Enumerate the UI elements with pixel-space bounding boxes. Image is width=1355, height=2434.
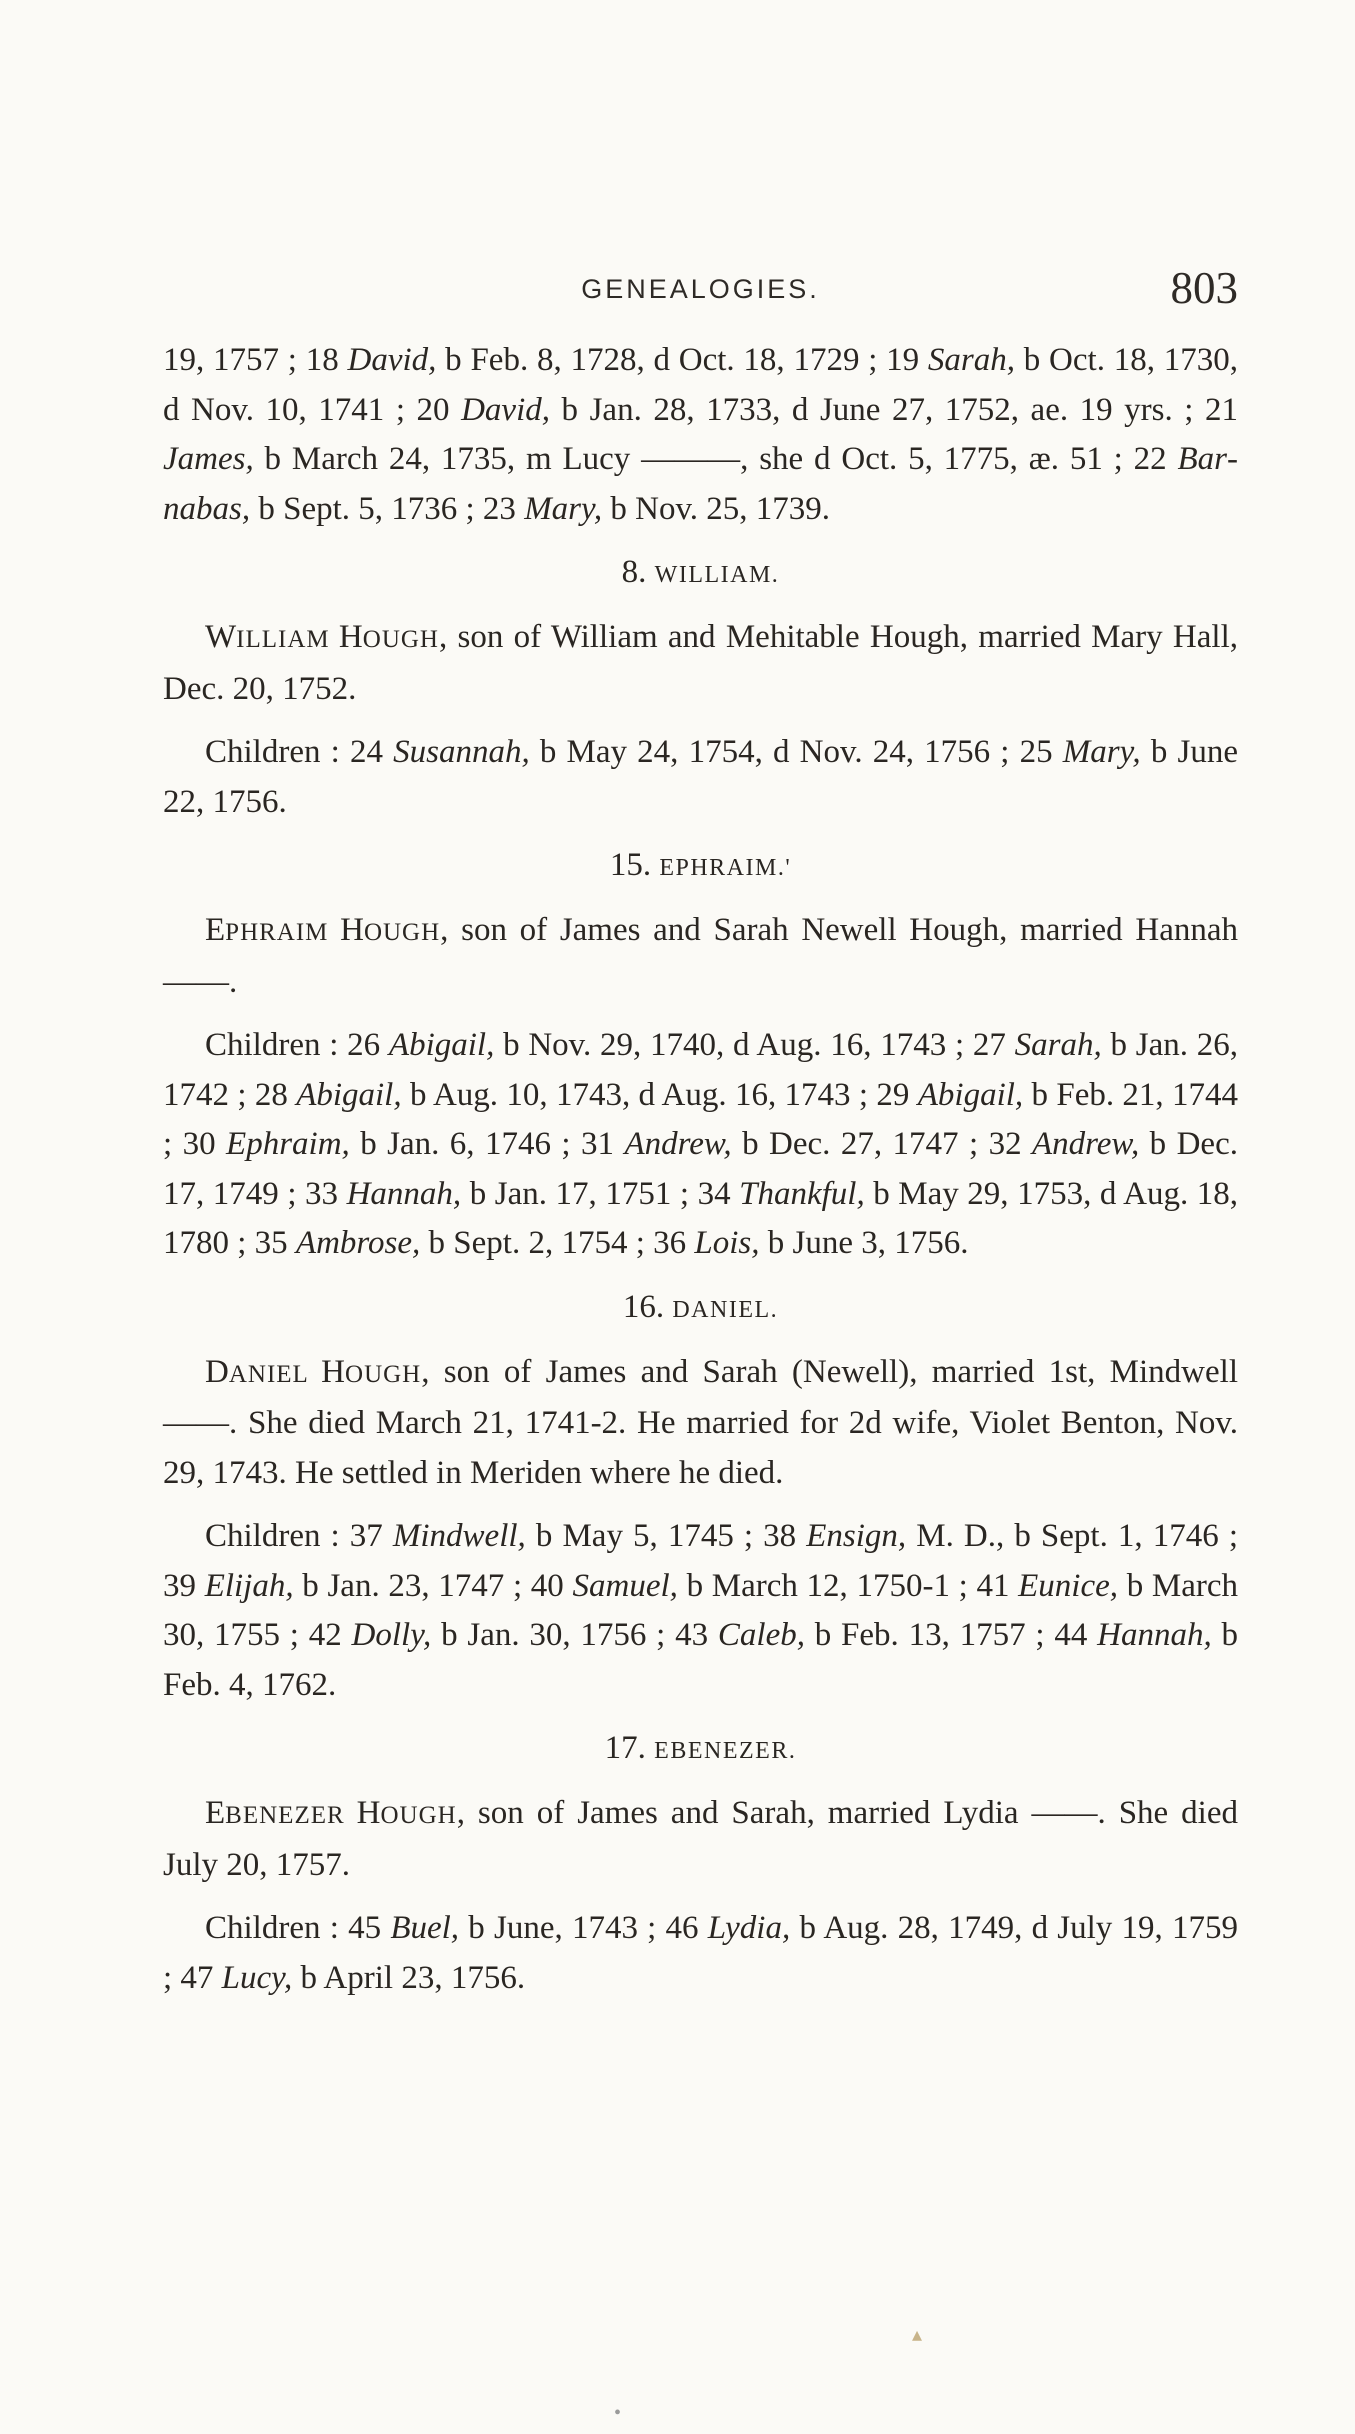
small-caps-initial: H (356, 1795, 381, 1831)
text-run: b Nov. 25, 1739. (602, 490, 831, 527)
person-name: Thankful, (739, 1175, 865, 1212)
text-run: b Aug. 10, 1743, d Aug. 16, 1743 ; 29 (401, 1076, 918, 1113)
text-run: b Jan. 23, 1747 ; 40 (293, 1567, 573, 1604)
small-caps-initial: H (340, 912, 364, 948)
person-name: Eunice, (1018, 1567, 1119, 1604)
person-name: Dolly, (351, 1617, 432, 1653)
text-run: Children : 24 (205, 734, 394, 770)
small-caps-initial: E (205, 1795, 226, 1831)
person-name: Samuel, (572, 1567, 678, 1604)
person-name: Susannah, (393, 734, 530, 770)
text-run: b April 23, 1756. (292, 1959, 526, 1996)
person-name: Lydia, (707, 1910, 791, 1946)
person-name: Sarah, (1014, 1027, 1102, 1063)
body-paragraph (163, 1021, 1238, 1269)
small-caps-text: OUGH (380, 1802, 457, 1829)
small-caps-text: OUGH (345, 1360, 422, 1388)
text-run: b Dec. 17, 1749 ; 33 (163, 1126, 1238, 1212)
person-name: Barnabas, (163, 441, 1238, 527)
section-name: DANIEL. (672, 1296, 779, 1323)
person-name: Abigail, (917, 1076, 1024, 1113)
text-run: b Dec. 27, 1747 ; 32 (731, 1126, 1032, 1162)
text-run: b March 24, 1735, m Lucy ———, she d Oct. 5, 1775, æ. 51 ; 22 (253, 441, 1178, 477)
text-run: b May 29, 1753, d Aug. 18, 1780 ; 35 (163, 1175, 1238, 1261)
body-paragraph (163, 336, 1238, 534)
text-run: b Jan. 30, 1756 ; 43 (431, 1617, 718, 1653)
person-name: Andrew, (1032, 1126, 1140, 1162)
body-paragraph (163, 728, 1238, 827)
small-caps-initial: H (321, 1353, 346, 1390)
text-run: b Sept. 5, 1736 ; 23 (250, 490, 525, 527)
book-page (163, 262, 1238, 2017)
person-name: Lois, (694, 1225, 760, 1261)
person-name: Caleb, (717, 1617, 805, 1653)
text-run: b Oct. 18, 1730, d Nov. 10, 1741 ; 20 (163, 342, 1238, 428)
section-name: WILLIAM. (654, 562, 780, 588)
small-caps-initial: E (205, 912, 226, 948)
page-number: 803 (1170, 263, 1238, 313)
running-head (163, 262, 1238, 332)
small-caps-initial: H (338, 619, 363, 655)
person-name: Mary, (524, 490, 603, 527)
section-number: 8. (621, 554, 647, 590)
body-paragraph (163, 1348, 1238, 1499)
text-run: Children : 37 (205, 1518, 393, 1554)
text-run: b Aug. 28, 1749, d July 19, 1759 ; 47 (163, 1910, 1238, 1996)
person-name: Elijah, (204, 1567, 294, 1604)
text-run: b March 12, 1750-1 ; 41 (677, 1567, 1019, 1604)
person-name: Abigail, (296, 1076, 402, 1113)
text-run: b June 3, 1756. (759, 1225, 969, 1261)
body-paragraph (163, 613, 1238, 714)
body-paragraph (163, 1512, 1238, 1710)
text-run: b Jan. 17, 1751 ; 34 (461, 1175, 740, 1212)
text-run: b March 30, 1755 ; 42 (163, 1567, 1238, 1653)
person-name: David, (461, 391, 550, 428)
text-run: Children : 45 (205, 1910, 391, 1946)
person-name: Mary, (1062, 734, 1141, 770)
text-run: , son of James and Sarah (Newell), married 1st, Mindwell ——. She died March 21, 1741-2. He married for 2d wife, Violet Benton, Nov. 29, 1743. He settled in Meriden where he died. (163, 1353, 1238, 1491)
section-name: EBENEZER. (654, 1738, 797, 1764)
body-paragraph (163, 1904, 1238, 2003)
text-run: b June, 1743 ; 46 (459, 1910, 708, 1946)
section-number: 17. (604, 1730, 646, 1766)
text-run: b Nov. 29, 1740, d Aug. 16, 1743 ; 27 (494, 1027, 1015, 1063)
person-name: Abigail, (388, 1027, 495, 1063)
person-name: David, (347, 342, 437, 378)
small-caps-text: OUGH (363, 919, 441, 946)
section-heading (163, 1724, 1238, 1775)
text-run: b Jan. 6, 1746 ; 31 (349, 1126, 625, 1162)
page-body (163, 336, 1238, 2003)
section-name: EPHRAIM.' (659, 855, 792, 881)
text-run: M. D., b Sept. 1, 1746 ; 39 (163, 1518, 1238, 1604)
text-run: , son of James and Sarah, married Lydia ——. She died July 20, 1757. (163, 1795, 1238, 1883)
small-caps-text: ILLIAM (236, 626, 339, 653)
person-name: Ephraim, (226, 1126, 350, 1162)
person-name: Andrew, (624, 1126, 732, 1162)
person-name: Lucy, (221, 1959, 293, 1996)
text-run: b Feb. 21, 1744 ; 30 (163, 1076, 1239, 1162)
person-name: Sarah, (927, 342, 1016, 378)
section-heading (163, 1283, 1238, 1334)
text-run: , son of James and Sarah Newell Hough, married Hannah ——. (163, 912, 1238, 1000)
text-run: b Jan. 26, 1742 ; 28 (163, 1027, 1238, 1113)
text-run: Children : 26 (205, 1027, 389, 1063)
person-name: Buel, (390, 1910, 460, 1946)
body-paragraph (163, 906, 1238, 1007)
running-title: GENEALOGIES. (581, 274, 820, 304)
section-number: 15. (609, 847, 652, 883)
small-caps-text: OUGH (362, 626, 439, 653)
text-run: b Feb. 4, 1762. (163, 1617, 1239, 1703)
text-run: , son of William and Mehitable Hough, married Mary Hall, Dec. 20, 1752. (163, 619, 1238, 707)
text-run: b May 5, 1745 ; 38 (525, 1518, 807, 1554)
person-name: Hannah, (346, 1175, 462, 1212)
section-heading (163, 548, 1238, 599)
section-heading (163, 841, 1238, 892)
small-caps-text: PHRAIM (225, 919, 341, 946)
person-name: Hannah, (1097, 1617, 1212, 1653)
person-name: Ensign, (806, 1518, 907, 1554)
person-name: James, (163, 441, 254, 477)
text-run: b Feb. 13, 1757 ; 44 (805, 1617, 1098, 1653)
text-run: b Sept. 2, 1754 ; 36 (420, 1225, 695, 1261)
text-run: 19, 1757 ; 18 (163, 342, 348, 378)
small-caps-text: ANIEL (228, 1360, 322, 1388)
text-run: b Feb. 8, 1728, d Oct. 18, 1729 ; 19 (436, 342, 928, 378)
small-caps-text: BENEZER (225, 1802, 357, 1829)
text-run: b Jan. 28, 1733, d June 27, 1752, ae. 19 yrs. ; 21 (550, 391, 1239, 428)
section-number: 16. (622, 1288, 665, 1325)
text-run: b May 24, 1754, d Nov. 24, 1756 ; 25 (529, 734, 1063, 770)
body-paragraph (163, 1789, 1238, 1890)
person-name: Mindwell, (392, 1518, 526, 1554)
small-caps-initial: D (205, 1353, 229, 1390)
print-speck: • (614, 2402, 622, 2424)
print-speck: ▴ (912, 2324, 923, 2346)
text-run: b June 22, 1756. (163, 734, 1238, 820)
small-caps-initial: W (205, 619, 237, 655)
person-name: Ambrose, (295, 1225, 421, 1261)
